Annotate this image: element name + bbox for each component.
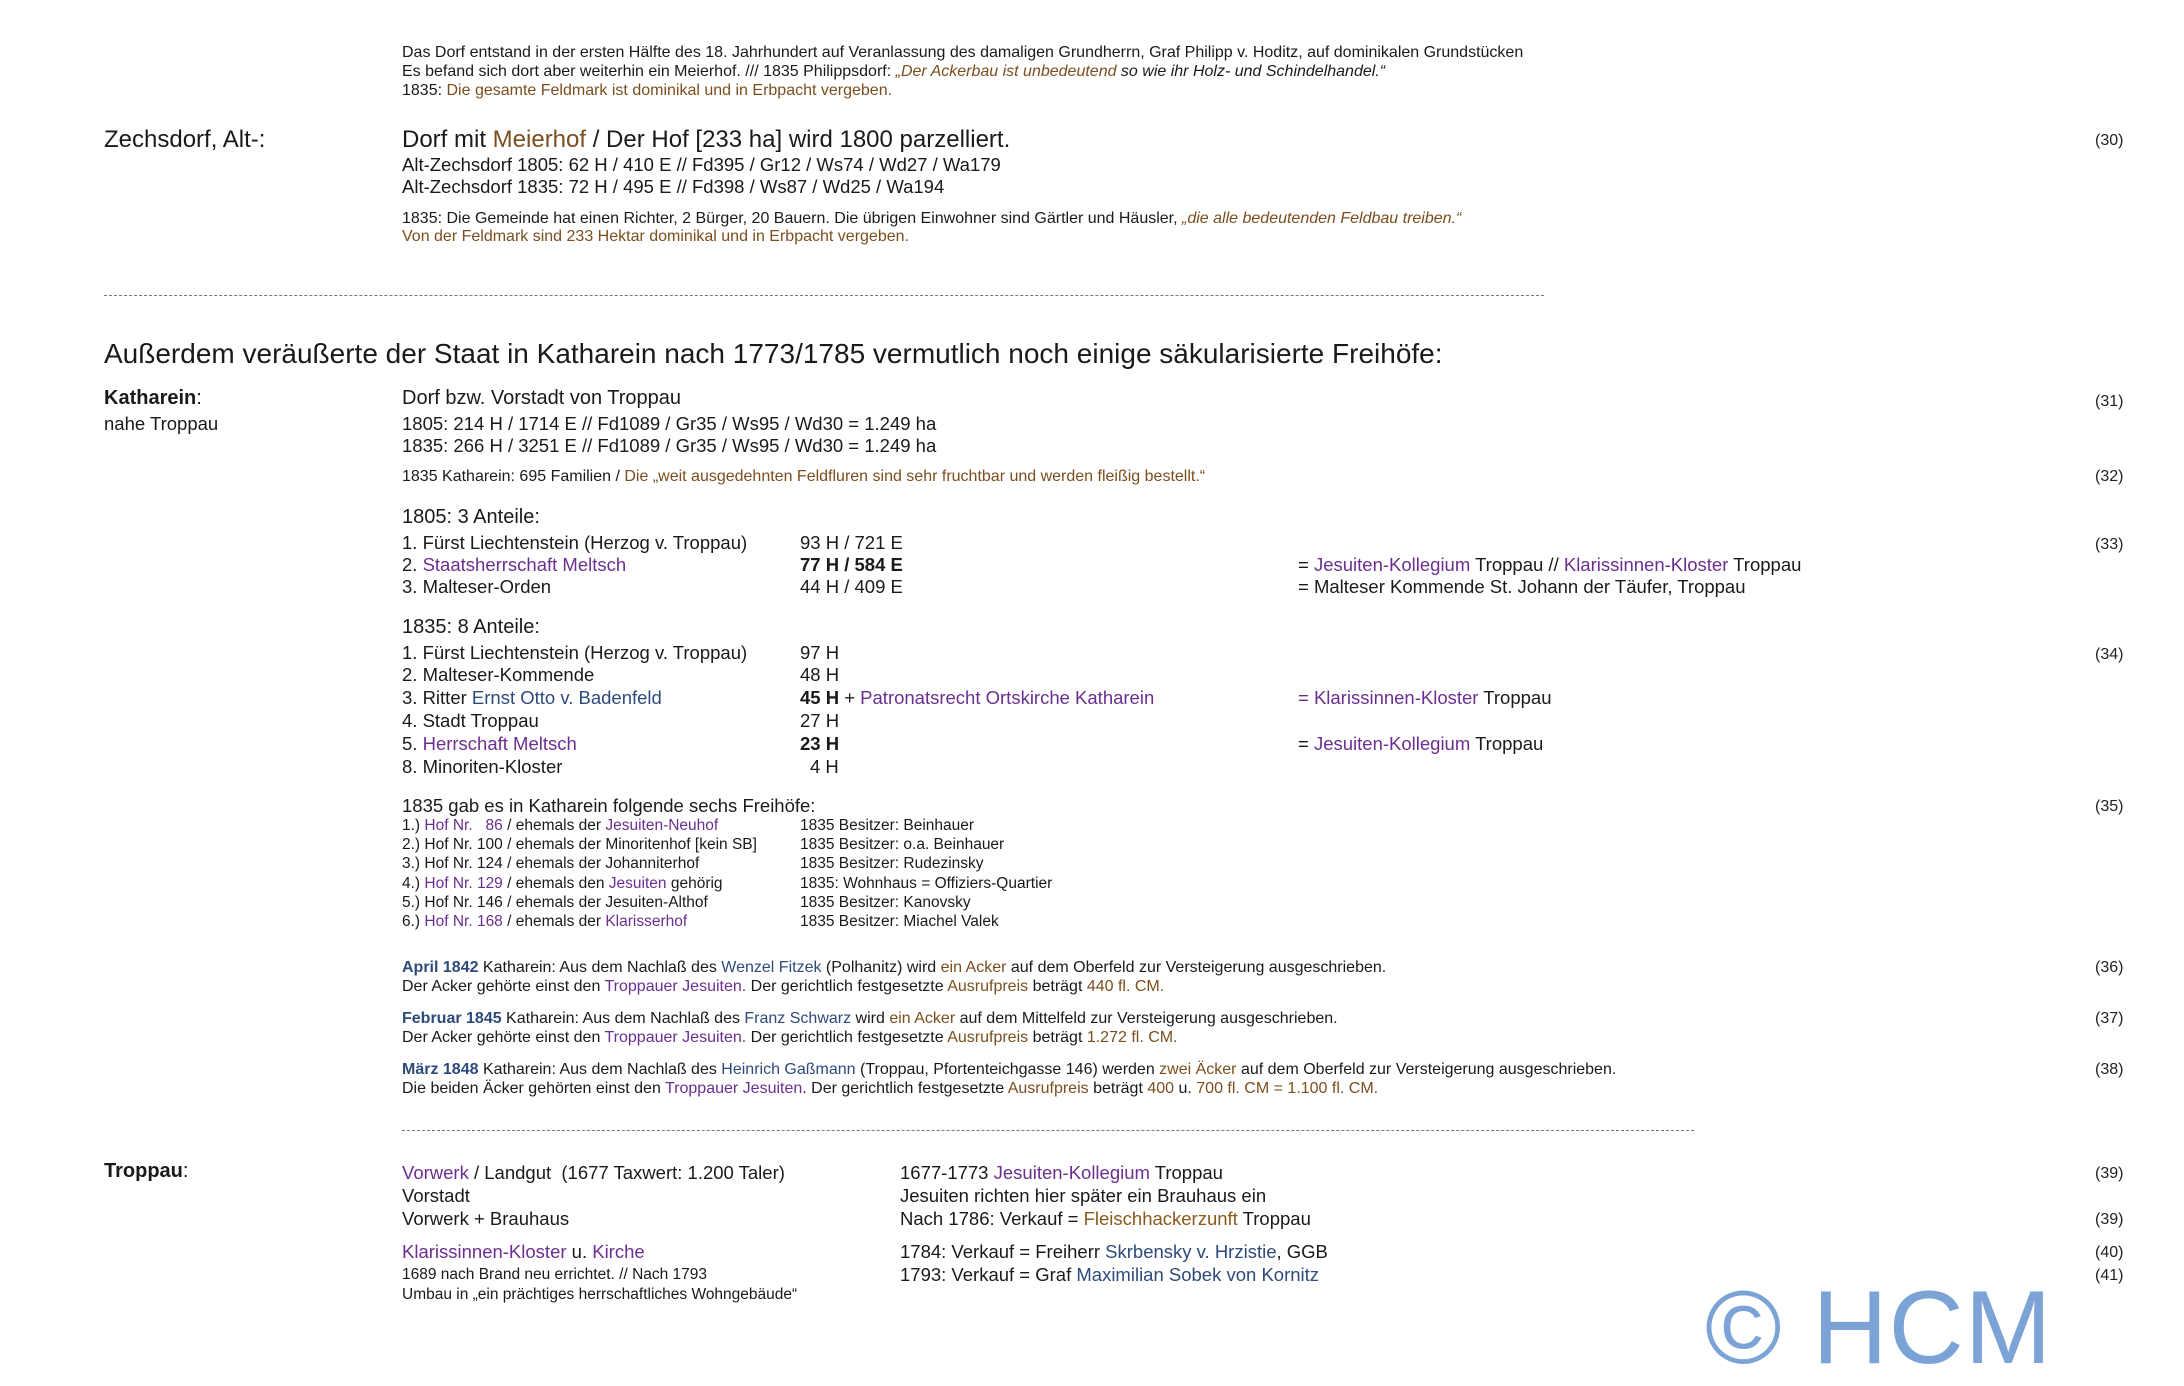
footnote-39b: (39) <box>2095 1211 2124 1228</box>
anteil-1805-row-3-value: 44 H / 409 E <box>800 576 903 597</box>
klarissinnen-sale-1784: 1784: Verkauf = Freiherr Skrbensky v. Hrzistie, GGB <box>900 1241 1328 1262</box>
footnote-36: (36) <box>2095 959 2124 976</box>
copyright-watermark: © HCM <box>1705 1270 2053 1386</box>
zechsdorf-note-1: 1835: Die Gemeinde hat einen Richter, 2 Bürger, 20 Bauern. Die übrigen Einwohner sind Gärtler und Häusler, „die alle bedeutenden Feldbau treiben.“ <box>402 210 1462 227</box>
place-troppau: Troppau: <box>104 1160 189 1182</box>
footnote-39a: (39) <box>2095 1165 2124 1182</box>
anteil-1835-row-4-name: 4. Stadt Troppau <box>402 710 539 731</box>
intro-line-1: Das Dorf entstand in der ersten Hälfte des 18. Jahrhundert auf Veranlassung des damaligen Grundherrn, Graf Philipp v. Hoditz, auf dominikalen Grundstücken <box>402 44 1524 61</box>
katharein-stat-1805: 1805: 214 H / 1714 E // Fd1089 / Gr35 / Ws95 / Wd30 = 1.249 ha <box>402 413 937 434</box>
anteil-1835-row-3-value: 45 H + Patronatsrecht Ortskirche Katharein <box>800 687 1155 708</box>
anteil-1835-row-3-owner: = Klarissinnen-Kloster Troppau <box>1298 687 1552 708</box>
footnote-37: (37) <box>2095 1010 2124 1027</box>
freihof-5-owner: 1835 Besitzer: Kanovsky <box>800 894 971 911</box>
anteil-1835-row-2-value: 48 H <box>800 664 840 685</box>
anteil-1835-row-8-name: 8. Minoriten-Kloster <box>402 756 563 777</box>
troppau-history-3: Nach 1786: Verkauf = Fleischhackerzunft Troppau <box>900 1208 1311 1229</box>
freihof-4-owner: 1835: Wohnhaus = Offiziers-Quartier <box>800 875 1053 892</box>
anteil-1805-row-2-value: 77 H / 584 E <box>800 554 903 575</box>
separator-rule <box>104 295 1544 296</box>
freihof-3-owner: 1835 Besitzer: Rudezinsky <box>800 855 984 872</box>
auction-3-line-2: Die beiden Äcker gehörten einst den Troppauer Jesuiten. Der gerichtlich festgesetzte Ausrufpreis beträgt 400 u. 700 fl. CM = 1.100 fl. CM. <box>402 1080 1379 1097</box>
anteil-1805-row-1-name: 1. Fürst Liechtenstein (Herzog v. Troppau) <box>402 532 748 553</box>
intro-line-2: Es befand sich dort aber weiterhin ein Meierhof. /// 1835 Philippsdorf: „Der Ackerbau ist unbedeutend so wie ihr Holz- und Schindelhandel.“ <box>402 63 1386 80</box>
anteil-1805-row-2-owner: = Jesuiten-Kollegium Troppau // Klarissinnen-Kloster Troppau <box>1298 554 1802 575</box>
freihof-4: 4.) Hof Nr. 129 / ehemals den Jesuiten gehörig <box>402 875 723 892</box>
katharein-sub: nahe Troppau <box>104 413 219 434</box>
freihof-3: 3.) Hof Nr. 124 / ehemals der Johanniterhof <box>402 855 700 872</box>
auction-1-line-1: April 1842 Katharein: Aus dem Nachlaß des Wenzel Fitzek (Polhanitz) wird ein Acker auf dem Oberfeld zur Versteigerung ausgeschrieben. <box>402 959 1387 976</box>
footnote-35: (35) <box>2095 798 2124 815</box>
anteil-1805-row-3-owner: = Malteser Kommende St. Johann der Täufer, Troppau <box>1298 576 1746 597</box>
footnote-32: (32) <box>2095 468 2124 485</box>
footnote-34: (34) <box>2095 646 2124 663</box>
freihof-6: 6.) Hof Nr. 168 / ehemals der Klarisserhof <box>402 913 688 930</box>
anteil-1835-row-5-owner: = Jesuiten-Kollegium Troppau <box>1298 733 1544 754</box>
freihof-6-owner: 1835 Besitzer: Miachel Valek <box>800 913 999 930</box>
anteil-1805-row-3-name: 3. Malteser-Orden <box>402 576 552 597</box>
footnote-33: (33) <box>2095 536 2124 553</box>
anteil-1835-row-1-value: 97 H <box>800 642 840 663</box>
anteil-1835-row-8-value: 4 H <box>810 756 839 777</box>
freihof-1: 1.) Hof Nr. 86 / ehemals der Jesuiten-Neuhof <box>402 817 719 834</box>
katharein-note: 1835 Katharein: 695 Familien / Die „weit ausgedehnten Feldfluren sind sehr fruchtbar und werden fleißig bestellt.“ <box>402 468 1206 485</box>
anteil-1805-row-2-name: 2. Staatsherrschaft Meltsch <box>402 554 627 575</box>
section-heading: Außerdem veräußerte der Staat in Katharein nach 1773/1785 vermutlich noch einige säkularisierte Freihöfe: <box>104 338 1443 369</box>
auction-3-line-1: März 1848 Katharein: Aus dem Nachlaß des Heinrich Gaßmann (Troppau, Pfortenteichgasse 146) werden zwei Äcker auf dem Oberfeld zur Versteigerung ausgeschrieben. <box>402 1061 1617 1078</box>
freihoefe-heading: 1835 gab es in Katharein folgende sechs Freihöfe: <box>402 795 816 816</box>
zechsdorf-stat-1835: Alt-Zechsdorf 1835: 72 H / 495 E // Fd398 / Ws87 / Wd25 / Wa194 <box>402 176 945 197</box>
anteil-1835-row-2-name: 2. Malteser-Kommende <box>402 664 595 685</box>
footnote-41: (41) <box>2095 1267 2124 1284</box>
zechsdorf-title: Dorf mit Meierhof / Der Hof [233 ha] wird 1800 parzelliert. <box>402 126 1011 153</box>
zechsdorf-note-2: Von der Feldmark sind 233 Hektar dominikal und in Erbpacht vergeben. <box>402 228 909 245</box>
troppau-vorwerk: Vorwerk / Landgut (1677 Taxwert: 1.200 Taler) <box>402 1162 785 1183</box>
katharein-stat-1835: 1835: 266 H / 3251 E // Fd1089 / Gr35 / Ws95 / Wd30 = 1.249 ha <box>402 435 937 456</box>
klarissinnen-note-2: Umbau in „ein prächtiges herrschaftliches Wohngebäude“ <box>402 1286 798 1303</box>
place-zechsdorf: Zechsdorf, Alt-: <box>104 126 266 153</box>
troppau-history-2: Jesuiten richten hier später ein Brauhaus ein <box>900 1185 1267 1206</box>
troppau-vorstadt: Vorstadt <box>402 1185 470 1206</box>
klarissinnen-note-1: 1689 nach Brand neu errichtet. // Nach 1793 <box>402 1266 708 1283</box>
anteil-1835-row-5-value: 23 H <box>800 733 840 754</box>
klarissinnen-title: Klarissinnen-Kloster u. Kirche <box>402 1241 645 1262</box>
place-katharein: Katharein: <box>104 387 202 409</box>
anteil-1835-row-3-name: 3. Ritter Ernst Otto v. Badenfeld <box>402 687 662 708</box>
separator-rule-2 <box>402 1130 1694 1131</box>
auction-2-line-1: Februar 1845 Katharein: Aus dem Nachlaß des Franz Schwarz wird ein Acker auf dem Mittelfeld zur Versteigerung ausgeschrieben. <box>402 1010 1338 1027</box>
anteil-1835-row-4-value: 27 H <box>800 710 840 731</box>
zechsdorf-stat-1805: Alt-Zechsdorf 1805: 62 H / 410 E // Fd395 / Gr12 / Ws74 / Wd27 / Wa179 <box>402 154 1001 175</box>
freihof-1-owner: 1835 Besitzer: Beinhauer <box>800 817 975 834</box>
klarissinnen-sale-1793: 1793: Verkauf = Graf Maximilian Sobek von Kornitz <box>900 1264 1320 1285</box>
anteile-1835-heading: 1835: 8 Anteile: <box>402 616 540 638</box>
anteil-1835-row-5-name: 5. Herrschaft Meltsch <box>402 733 577 754</box>
anteil-1835-row-1-name: 1. Fürst Liechtenstein (Herzog v. Troppau) <box>402 642 748 663</box>
troppau-brauhaus: Vorwerk + Brauhaus <box>402 1208 570 1229</box>
anteile-1805-heading: 1805: 3 Anteile: <box>402 506 540 528</box>
troppau-history-1: 1677-1773 Jesuiten-Kollegium Troppau <box>900 1162 1223 1183</box>
anteil-1805-row-1-value: 93 H / 721 E <box>800 532 903 553</box>
freihof-2: 2.) Hof Nr. 100 / ehemals der Minoritenhof [kein SB] <box>402 836 757 853</box>
footnote-30: (30) <box>2095 132 2124 149</box>
katharein-title: Dorf bzw. Vorstadt von Troppau <box>402 387 682 409</box>
freihof-5: 5.) Hof Nr. 146 / ehemals der Jesuiten-Althof <box>402 894 708 911</box>
intro-line-3: 1835: Die gesamte Feldmark ist dominikal und in Erbpacht vergeben. <box>402 82 893 99</box>
footnote-38: (38) <box>2095 1061 2124 1078</box>
auction-2-line-2: Der Acker gehörte einst den Troppauer Jesuiten. Der gerichtlich festgesetzte Ausrufpreis beträgt 1.272 fl. CM. <box>402 1029 1178 1046</box>
footnote-31: (31) <box>2095 393 2124 410</box>
freihof-2-owner: 1835 Besitzer: o.a. Beinhauer <box>800 836 1005 853</box>
footnote-40: (40) <box>2095 1244 2124 1261</box>
auction-1-line-2: Der Acker gehörte einst den Troppauer Jesuiten. Der gerichtlich festgesetzte Ausrufpreis beträgt 440 fl. CM. <box>402 978 1165 995</box>
